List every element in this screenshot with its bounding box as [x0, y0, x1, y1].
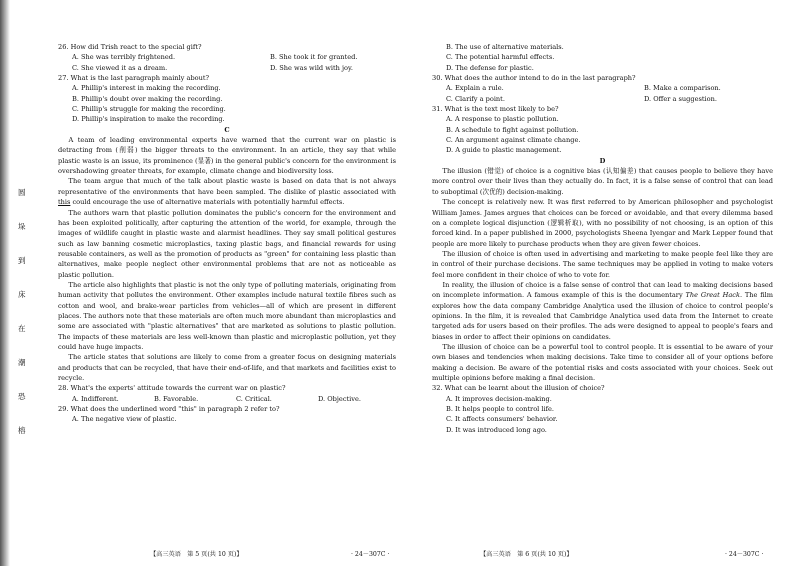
margin-char: 到: [18, 256, 26, 265]
option-d: D. Objective.: [318, 394, 361, 403]
question-30-options-row2: [432, 94, 773, 104]
question-26-options-row2: [58, 63, 396, 73]
option-d: D. The defense for plastic.: [446, 63, 534, 72]
option-c: C. Phillip's struggle for making the recording.: [72, 105, 226, 114]
option-b: B. A schedule to fight against pollution.: [446, 125, 579, 134]
option-a: A. It improves decision-making.: [446, 394, 552, 403]
option-a: A. Indifferent.: [72, 394, 119, 403]
option-a: A. A response to plastic pollution.: [446, 115, 559, 124]
passage-d-paragraph-5: The illusion of choice can be a powerful tool to control people. It is essential to be aware of your own biases and tendencies when making decisions. Take time to consider all of your options before making a decision. Be aware of the potential risks and costs associated with your choices. Seek out multiple opinions before making a final decision.: [432, 342, 773, 382]
documentary-title: The Great Hack: [685, 291, 740, 300]
margin-char: 床: [18, 290, 26, 299]
binding-margin-text: [18, 188, 28, 460]
option-d: D. She was wild with joy.: [270, 63, 353, 72]
left-page-column: [58, 42, 396, 425]
question-30-options-row1: [432, 83, 773, 93]
question-32-stem: 32. What can be learnt about the illusion of choice?: [432, 384, 605, 393]
option-a: A. The negative view of plastic.: [72, 415, 177, 424]
right-page-column: [432, 42, 773, 435]
option-b: B. Make a comparison.: [644, 84, 721, 93]
margin-char: 潮: [18, 358, 26, 367]
option-c: C. The potential harmful effects.: [446, 53, 555, 62]
passage-c-paragraph-5: The article states that solutions are likely to come from a greater focus on designing materials and products that can be recycled, that have their end-of-life, and that markets and facilities exist to recycle.: [58, 353, 396, 382]
option-b: B. Phillip's doubt over making the recording.: [72, 94, 223, 103]
paragraph-text: . The film explores how the data company Cambridge Analytica used the illusion of choice to control people's opinions. In the film, it is revealed that Cambridge Analytica used data from the Internet to create targeted ads for users based on their profiles. The ads were designed to appeal to people's fears and biases in order to affect their opinions on candidates.: [432, 291, 773, 341]
option-c: C. An argument against climate change.: [446, 136, 581, 145]
footer-page-label: 【高三英语 第 6 页(共 10 页)】: [480, 551, 573, 558]
passage-c-paragraph-4: The article also highlights that plastic is not the only type of polluting materials, originating from human activity that pollutes the environment. Other examples include natural textile fibres such as cotton and wool, and brake-wear particles from vehicles—all of which are present in different places. The authors note that these materials are often much more abundant than microplastics and some are associated with "plastic alternatives" that are marketed as solutions to plastic pollution. The impacts of these materials are less well-known than plastic and microplastic pollution, yet they could have huge impacts.: [58, 280, 396, 351]
option-b: B. The use of alternative materials.: [446, 43, 564, 51]
question-31-stem: 31. What is the text most likely to be?: [432, 105, 559, 114]
passage-c-paragraph-2: [58, 176, 396, 207]
passage-c-paragraph-1: A team of leading environmental experts have warned that the current war on plastic is detracting from (削弱) the bigger threats to the environment. In an article, they say that while plastic waste is an issue, its prominence (显著) in the general public's concern for the environment is overshadowing greater threats, for example, climate change and biodiversity loss.: [58, 136, 396, 176]
option-b: B. It helps people to control life.: [446, 405, 555, 414]
margin-char: 榕: [18, 426, 26, 435]
margin-char: 垛: [18, 222, 26, 231]
option-c: C. She viewed it as a dream.: [72, 63, 168, 72]
question-28-stem: 28. What's the experts' attitude towards the current war on plastic?: [58, 384, 286, 393]
paragraph-text: The team argue that much of the talk about plastic waste is based on data that is not always representative of the environments that have been sampled. The dislike of plastic associated with: [58, 177, 396, 196]
footer-page-label: 【高三英语 第 5 页(共 10 页)】: [150, 551, 243, 558]
option-d: D. Offer a suggestion.: [644, 94, 717, 103]
margin-char: 圆: [18, 188, 26, 197]
passage-d-paragraph-2: The concept is relatively new. It was first referred to by American philosopher and psychologist William James. James argues that choices can be forced or avoidable, and that every dilemma based on a complete logical disjunction (逻辑析取), with no possibility of not choosing, is an option of this forced kind. In a paper published in 2000, psychologists Sheena Iyengar and Mark Lepper found that people are more likely to purchase products when they are given fewer choices.: [432, 198, 773, 248]
underlined-word-this: this: [58, 198, 71, 207]
option-c: C. Critical.: [236, 394, 272, 403]
option-c: C. Clarify a point.: [446, 94, 505, 103]
option-b: B. Favorable.: [154, 394, 199, 403]
passage-d-paragraph-4: [432, 280, 773, 342]
scan-shadow-edge: [0, 0, 10, 566]
paragraph-text: In reality, the illusion of choice is a false sense of control that can lead to making decisions based on incomplete information. A famous example of this is the documentary: [432, 280, 773, 300]
question-29-stem: 29. What does the underlined word "this" in paragraph 2 refer to?: [58, 405, 280, 414]
margin-char: 恐: [18, 392, 26, 401]
passage-c-paragraph-3: The authors warn that plastic pollution dominates the public's concern for the environment and has been exploited politically, after capturing the attention of the world, for example, through the images of wildlife caught in plastic waste and alarmist headlines. They say small political gestures such as law banning cosmetic microplastics, taxing plastic bags, and financial rewards for using reusable containers, as well as the promotion of products as "green" for containing less plastic than alternatives, make people neglect other environmental problems that are not as noticeable as plastic pollution.: [58, 208, 396, 279]
passage-d-paragraph-3: The illusion of choice is often used in advertising and marketing to make people feel like they are in control of their purchase decisions. The same techniques may be applied in voting to make voters feel more confident in their choice of who to vote for.: [432, 249, 773, 279]
passage-d-paragraph-1: The illusion (错觉) of choice is a cognitive bias (认知偏差) that causes people to believe they have more control over their lives than they actually do. In fact, it is a false sense of control that can lead to suboptimal (次优的) decision-making.: [432, 167, 773, 196]
section-d-heading: D: [599, 156, 606, 165]
section-c-heading: C: [224, 125, 230, 134]
question-28-options: [58, 394, 396, 404]
option-a: A. She was terribly frightened.: [72, 53, 176, 62]
option-a: A. Explain a rule.: [446, 84, 504, 93]
margin-char: 在: [18, 324, 26, 333]
option-d: D. A guide to plastic management.: [446, 146, 562, 155]
paragraph-text: could encourage the use of alternative materials with potentially harmful effects.: [70, 198, 345, 207]
question-30-stem: 30. What does the author intend to do in the last paragraph?: [432, 74, 636, 83]
option-a: A. Phillip's interest in making the recording.: [72, 84, 221, 93]
option-c: C. It affects consumers' behavior.: [446, 415, 558, 424]
footer-code: · 24－307C ·: [351, 551, 390, 558]
question-26-options-row1: [58, 52, 396, 62]
option-d: D. It was introduced long ago.: [446, 425, 547, 434]
question-27-stem: 27. What is the last paragraph mainly about?: [58, 74, 210, 83]
option-d: D. Phillip's inspiration to make the recording.: [72, 115, 225, 124]
footer-code: · 24－307C ·: [725, 551, 764, 558]
question-26-stem: 26. How did Trish react to the special gift?: [58, 43, 202, 51]
option-b: B. She took it for granted.: [270, 53, 358, 62]
